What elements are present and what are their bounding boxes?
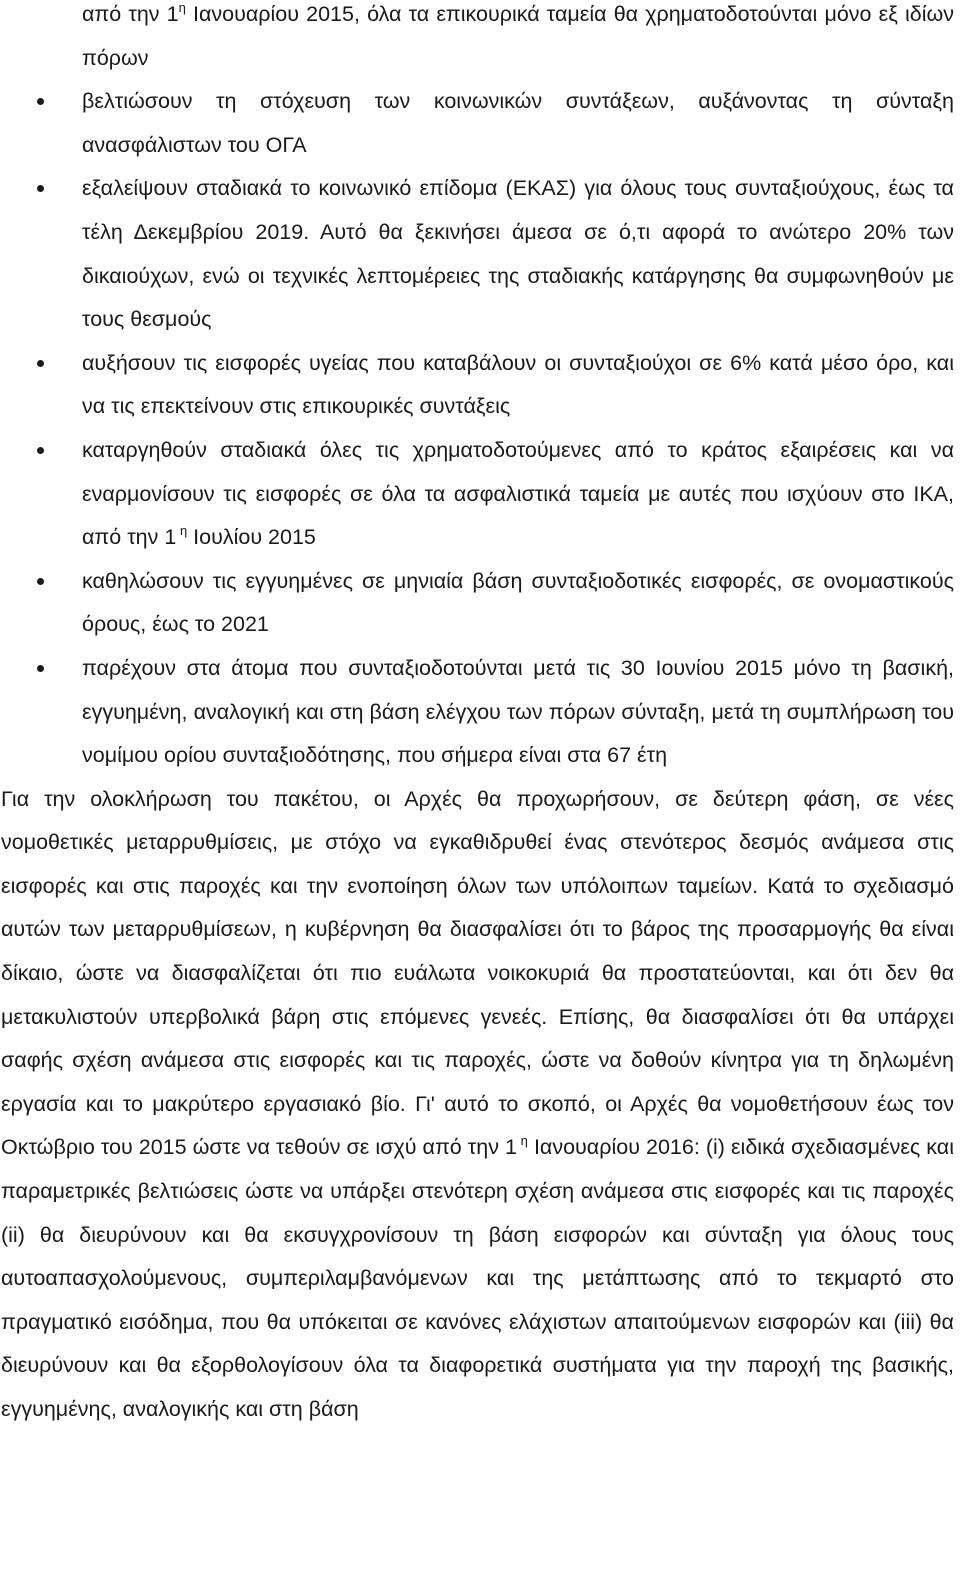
bullet-text-post: Ιουλίου 2015: [187, 525, 316, 550]
bullet-icon: [37, 578, 44, 585]
ordinal-superscript: η: [176, 523, 188, 539]
bullet-item: [82, 80, 954, 167]
bullet-text: παρέχουν στα άτομα που συνταξιοδοτούνται μετά τις 30 Ιουνίου 2015 μόνο τη βασική, εγγυημένη, αναλογική και στη βάση ελέγχου των πόρων σύνταξη, μετά τη συμπλήρωση του νομίμου ορίου συνταξιοδότησης, που σήμερα είναι στα 67 έτη: [82, 655, 954, 768]
bullet-item: [82, 167, 954, 341]
paragraph-text-post: Ιανουαρίου 2016: (i) ειδικά σχεδιασμένες και παραμετρικές βελτιώσεις ώστε να υπάρξει στενότερη σχέση ανάμεσα στις εισφορές και τις παροχές (ii) θα διευρύνουν και θα εκσυγχρονίσουν τη βάση εισφορών και σύνταξη για όλους τους αυτοαπασχολούμενους, συμπεριλαμβανόμενων και της μετάπτωσης από το τεκμαρτό στο πραγματικό εισόδημα, που θα υπόκειται σε κανόνες ελάχιστων απαιτούμενων εισφορών και (iii) θα διευρύνουν και θα εξορθολογίσουν όλα τα διαφορετικά συστήματα για την παροχή της βασικής, εγγυημένης, αναλογικής και στη βάση: [1, 1135, 954, 1421]
bullet-text: αυξήσουν τις εισφορές υγείας που καταβάλουν οι συνταξιούχοι σε 6% κατά μέσο όρο, και να τις επεκτείνουν στις επικουρικές συντάξεις: [82, 350, 954, 419]
ordinal-superscript: η: [178, 0, 186, 15]
continuation-text-post: Ιανουαρίου 2015, όλα τα επικουρικά ταμεία θα χρηματοδοτούνται μόνο εξ ιδίων πόρων: [82, 2, 955, 70]
body-paragraph: [1, 778, 954, 1432]
paragraph-text-pre: Για την ολοκλήρωση του πακέτου, οι Αρχές θα προχωρήσουν, σε δεύτερη φάση, σε νέες νομοθετικές μεταρρυθμίσεις, με στόχο να εγκαθιδρυθεί ένας στενότερος δεσμός ανάμεσα στις εισφορές και στις παροχές και την ενοποίηση όλων των υπόλοιπων ταμείων. Κατά το σχεδιασμό αυτών των μεταρρυθμίσεων, η κυβέρνηση θα διασφαλίσει ότι το βάρος της προσαρμογής θα είναι δίκαιο, ώστε να διασφαλίζεται ότι πιο ευάλωτα νοικοκυριά θα προστατεύονται, και ότι δεν θα μετακυλιστούν υπερβολικά βάρη στις επόμενες γενεές. Επίσης, θα διασφαλίσει ότι θα υπάρχει σαφής σχέση ανάμεσα στις εισφορές και τις παροχές, ώστε να δοθούν κίνητρα για τη δηλωμένη εργασία και το μακρύτερο εργασιακό βίο. Γι' αυτό το σκοπό, οι Αρχές θα νομοθετήσουν έως τον Οκτώβριο του 2015 ώστε να τεθούν σε ισχύ από την 1: [1, 786, 954, 1160]
bullet-text: καθηλώσουν τις εγγυημένες σε μηνιαία βάση συνταξιοδοτικές εισφορές, σε ονομαστικούς όρους, έως το 2021: [82, 568, 954, 637]
bullet-icon: [37, 185, 44, 192]
bullet-text: βελτιώσουν τη στόχευση των κοινωνικών συντάξεων, αυξάνοντας τη σύνταξη ανασφάλιστων του ΟΓΑ: [82, 89, 954, 157]
bullet-item: [82, 647, 954, 778]
bullet-item: [82, 560, 954, 647]
bullet-icon: [37, 98, 44, 105]
bullet-text-pre: καταργηθούν σταδιακά όλες τις χρηματοδοτούμενες από το κράτος εξαιρέσεις και να εναρμονίσουν τις εισφορές σε όλα τα ασφαλιστικά ταμεία με αυτές που ισχύουν στο ΙΚΑ, από την 1: [82, 437, 954, 550]
ordinal-superscript: η: [517, 1133, 528, 1149]
continuation-text-pre: από την 1: [82, 2, 179, 26]
bullet-icon: [37, 665, 44, 672]
bullet-icon: [37, 360, 44, 367]
bullet-text: εξαλείψουν σταδιακά το κοινωνικό επίδομα (ΕΚΑΣ) για όλους τους συνταξιούχους, έως τα τέλη Δεκεμβρίου 2019. Αυτό θα ξεκινήσει άμεσα σε ό,τι αφορά το ανώτερο 20% των δικαιούχων, ενώ οι τεχνικές λεπτομέρειες της σταδιακής κατάργησης θα συμφωνηθούν με τους θεσμούς: [82, 176, 954, 332]
bullet-icon: [37, 447, 44, 454]
bullet-item: [82, 342, 954, 429]
bullet-continuation: [82, 0, 954, 80]
bullet-item: [82, 429, 954, 560]
